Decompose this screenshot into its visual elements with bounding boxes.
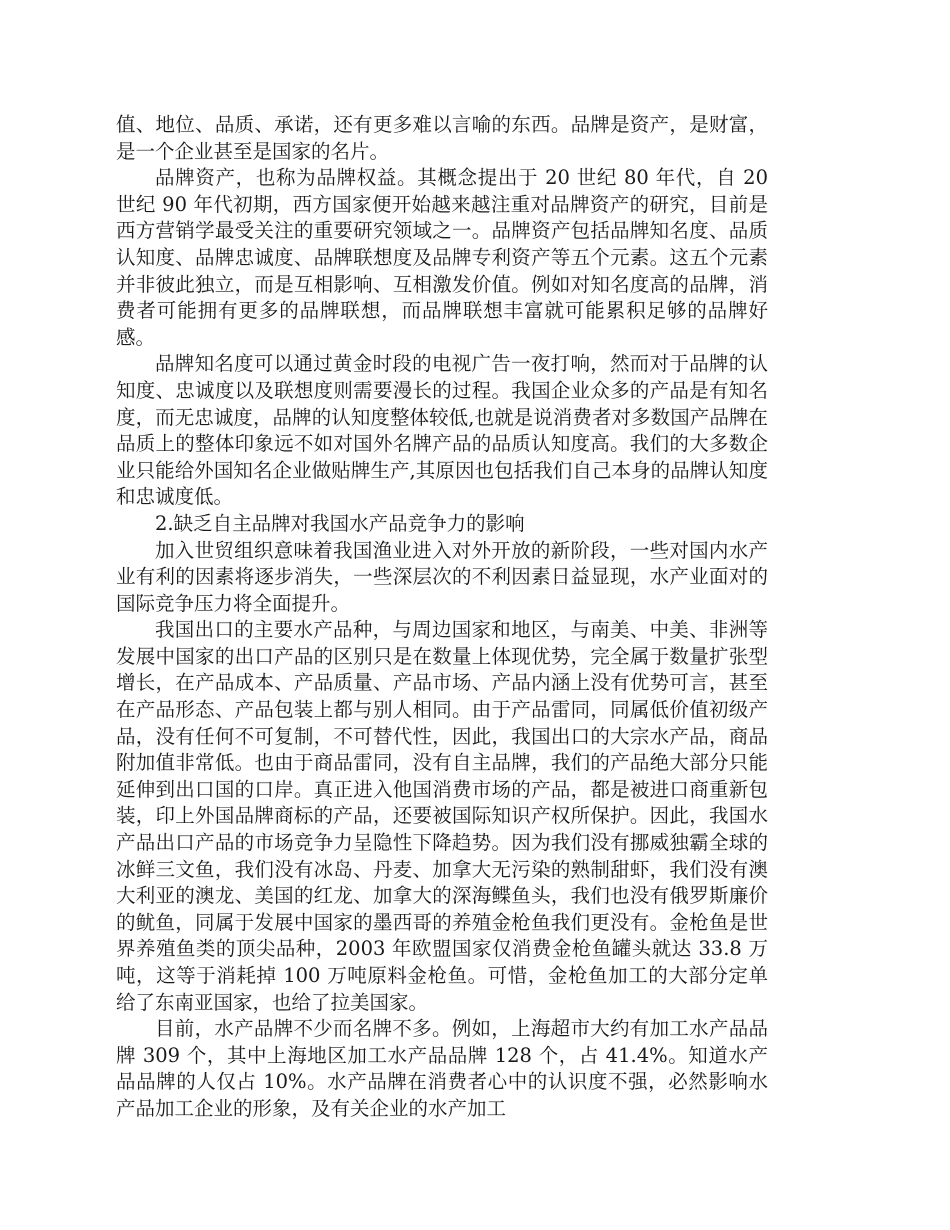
paragraph: 值、地位、品质、承诺，还有更多难以言喻的东西。品牌是资产，是财富，是一个企业甚至是国家的名片。: [116, 113, 768, 163]
paragraph: 品牌资产，也称为品牌权益。其概念提出于 20 世纪 80 年代，自 20 世纪 90 年代初期，西方国家便开始越来越注重对品牌资产的研究，目前是西方营销学最受关注的重要研究领域之一。品牌资产包括品牌知名度、品质认知度、品牌忠诚度、品牌联想度及品牌专利资产等五个元素。这五个元素并非彼此独立，而是互相影响、互相激发价值。例如对知名度高的品牌，消费者可能拥有更多的品牌联想，而品牌联想丰富就可能累积足够的品牌好感。: [116, 166, 768, 349]
paragraph: 品牌知名度可以通过黄金时段的电视广告一夜打响，然而对于品牌的认知度、忠诚度以及联想度则需要漫长的过程。我国企业众多的产品是有知名度，而无忠诚度，品牌的认知度整体较低,也就是说消费者对多数国产品牌在品质上的整体印象远不如对国外名牌产品的品质认知度高。我们的大多数企业只能给外国知名企业做贴牌生产,其原因也包括我们自己本身的品牌认知度和忠诚度低。: [116, 352, 768, 509]
paragraph: 加入世贸组织意味着我国渔业进入对外开放的新阶段，一些对国内水产业有利的因素将逐步消失，一些深层次的不利因素日益显现，水产业面对的国际竞争压力将全面提升。: [116, 538, 768, 615]
paragraph: 目前，水产品牌不少而名牌不多。例如，上海超市大约有加工水产品品牌 309 个，其中上海地区加工水产品品牌 128 个，占 41.4%。知道水产品品牌的人仅占 10%。水产品牌在消费者心中的认识度不强，必然影响水产品加工企业的形象，及有关企业的水产加工: [116, 1017, 768, 1120]
document-page: [116, 112, 768, 1123]
section-heading: 2.缺乏自主品牌对我国水产品竞争力的影响: [155, 511, 525, 535]
paragraph: 我国出口的主要水产品种，与周边国家和地区，与南美、中美、非洲等发展中国家的出口产品的区别只是在数量上体现优势，完全属于数量扩张型增长，在产品成本、产品质量、产品市场、产品内涵上没有优势可言，甚至在产品形态、产品包装上都与别人相同。由于产品雷同，同属低价值初级产品，没有任何不可复制，不可替代性，因此，我国出口的大宗水产品，商品附加值非常低。也由于商品雷同，没有自主品牌，我们的产品绝大部分只能延伸到出口国的口岸。真正进入他国消费市场的产品，都是被进口商重新包装，印上外国品牌商标的产品，还要被国际知识产权所保护。因此，我国水产品出口产品的市场竞争力呈隐性下降趋势。因为我们没有挪威独霸全球的冰鲜三文鱼，我们没有冰岛、丹麦、加拿大无污染的熟制甜虾，我们没有澳大利亚的澳龙、美国的红龙、加拿大的深海鲽鱼头，我们也没有俄罗斯廉价的鱿鱼，同属于发展中国家的墨西哥的养殖金枪鱼我们更没有。金枪鱼是世界养殖鱼类的顶尖品种，2003 年欧盟国家仅消费金枪鱼罐头就达 33.8 万吨，这等于消耗掉 100 万吨原料金枪鱼。可惜，金枪鱼加工的大部分定单给了东南亚国家，也给了拉美国家。: [116, 618, 768, 1014]
